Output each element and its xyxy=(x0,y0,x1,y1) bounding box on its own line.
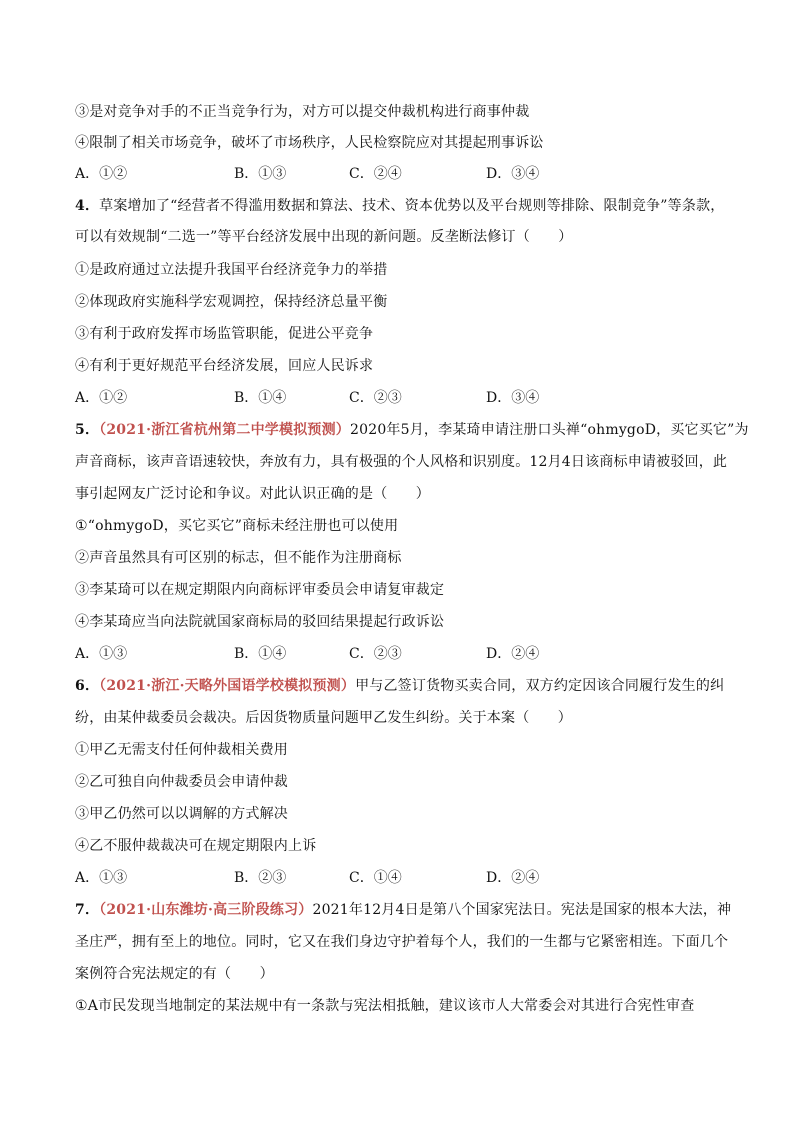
q7-item-1: ①A市民发现当地制定的某法规中有一条款与宪法相抵触，建议该市人大常委会对其进行合宪性审查 xyxy=(75,998,695,1014)
q6-number: 6． xyxy=(75,678,100,694)
q5-number: 5． xyxy=(75,422,100,438)
q5-stem-line-3: 事引起网友广泛讨论和争议。对此认识正确的是（ ） xyxy=(75,486,430,502)
q7-stem-line-1 xyxy=(75,900,732,920)
q4-item-4: ④有利于更好规范平台经济发展，回应人民诉求 xyxy=(75,358,374,374)
q5-item-2: ②声音虽然具有可区别的标志，但不能作为注册商标 xyxy=(75,550,402,566)
q7-source-tag: （2021·山东潍坊·高三阶段练习） xyxy=(99,902,313,918)
q3-option-c[interactable]: C．②④ xyxy=(349,166,402,182)
q7-stem-line-3: 案例符合宪法规定的有（ ） xyxy=(75,966,274,982)
q6-item-4: ④乙不服仲裁裁决可在规定期限内上诉 xyxy=(75,838,317,854)
q6-option-a[interactable]: A．①③ xyxy=(75,870,128,886)
q4-item-1: ①是政府通过立法提升我国平台经济竞争力的举措 xyxy=(75,262,388,278)
q5-item-4: ④李某琦应当向法院就国家商标局的驳回结果提起行政诉讼 xyxy=(75,614,445,630)
q4-item-3: ③有利于政府发挥市场监管职能，促进公平竞争 xyxy=(75,326,374,342)
q6-stem-text-1: 甲与乙签订货物买卖合同，双方约定因该合同履行发生的纠 xyxy=(355,678,725,694)
q6-option-c[interactable]: C．①④ xyxy=(349,870,402,886)
q4-stem-text-1: 草案增加了“经营者不得滥用数据和算法、技术、资本优势以及平台规则等排除、限制竞争”等条款， xyxy=(99,198,725,214)
q5-option-a[interactable]: A．①③ xyxy=(75,646,128,662)
q5-stem-line-2: 声音商标，该声音语速较快，奔放有力，具有极强的个人风格和识别度。12月4日该商标申请被驳回，此 xyxy=(75,454,728,470)
q4-item-2: ②体现政府实施科学宏观调控，保持经济总量平衡 xyxy=(75,294,388,310)
q4-option-c[interactable]: C．②③ xyxy=(349,390,402,406)
q3-option-d[interactable]: D．③④ xyxy=(486,166,540,182)
q6-item-1: ①甲乙无需支付任何仲裁相关费用 xyxy=(75,742,288,758)
q3-item-3: ③是对竞争对手的不正当竞争行为，对方可以提交仲裁机构进行商事仲裁 xyxy=(75,104,530,120)
q4-stem-line-2: 可以有效规制“二选一”等平台经济发展中出现的新问题。反垄断法修订（ ） xyxy=(75,229,573,245)
q3-item-4: ④限制了相关市场竞争，破坏了市场秩序，人民检察院应对其提起刑事诉讼 xyxy=(75,135,544,151)
q7-stem-text-1: 2021年12月4日是第八个国家宪法日。宪法是国家的根本大法，神 xyxy=(312,902,732,918)
q3-options xyxy=(75,164,725,184)
q7-number: 7． xyxy=(75,902,100,918)
q6-option-b[interactable]: B．②③ xyxy=(234,870,287,886)
q4-option-d[interactable]: D．③④ xyxy=(486,390,540,406)
q5-source-tag: （2021·浙江省杭州第二中学模拟预测） xyxy=(99,422,350,438)
q5-stem-line-1 xyxy=(75,420,749,440)
q6-stem-line-1 xyxy=(75,676,725,696)
q6-option-d[interactable]: D．②④ xyxy=(486,870,540,886)
q5-option-d[interactable]: D．②④ xyxy=(486,646,540,662)
q6-source-tag: （2021·浙江·天略外国语学校模拟预测） xyxy=(99,678,356,694)
q4-number: 4． xyxy=(75,198,100,214)
q6-item-2: ②乙可独自向仲裁委员会申请仲裁 xyxy=(75,774,288,790)
q5-option-b[interactable]: B．①④ xyxy=(234,646,287,662)
q5-stem-text-1: 2020年5月，李某琦申请注册口头禅“ohmygoD，买它买它”为 xyxy=(350,422,749,438)
q5-item-1: ①“ohmygoD，买它买它”商标未经注册也可以使用 xyxy=(75,518,399,534)
q6-stem-line-2: 纷，由某仲裁委员会裁决。后因货物质量问题甲乙发生纠纷。关于本案（ ） xyxy=(75,710,572,726)
q7-stem-line-2: 圣庄严，拥有至上的地位。同时，它又在我们身边守护着每个人，我们的一生都与它紧密相连。下面几个 xyxy=(75,934,729,950)
q5-item-3: ③李某琦可以在规定期限内向商标评审委员会申请复审裁定 xyxy=(75,582,445,598)
q6-item-3: ③甲乙仍然可以以调解的方式解决 xyxy=(75,806,288,822)
q4-option-b[interactable]: B．①④ xyxy=(234,390,287,406)
q6-options xyxy=(75,868,725,888)
q3-option-a[interactable]: A．①② xyxy=(75,166,128,182)
q5-option-c[interactable]: C．②③ xyxy=(349,646,402,662)
q4-option-a[interactable]: A．①② xyxy=(75,390,128,406)
q4-stem-line-1 xyxy=(75,196,725,216)
q5-options xyxy=(75,644,725,664)
q3-option-b[interactable]: B．①③ xyxy=(234,166,287,182)
q4-options xyxy=(75,388,725,408)
